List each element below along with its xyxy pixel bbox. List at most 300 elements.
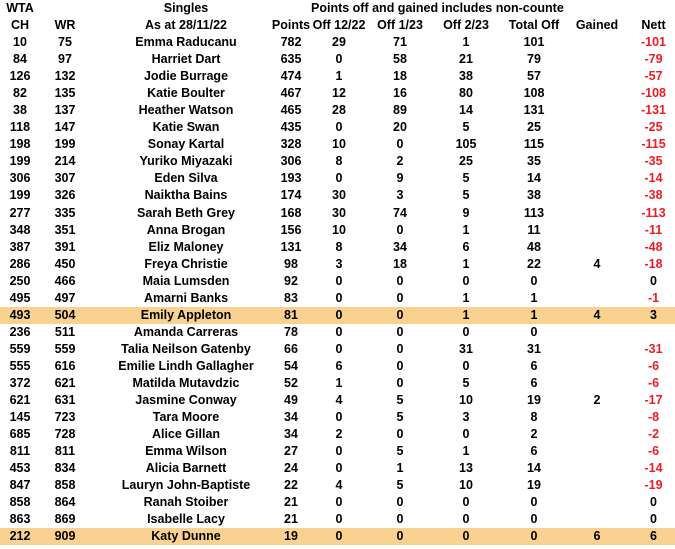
nett-cell: 3 <box>650 307 657 322</box>
off-1-23-cell: 34 <box>393 239 407 254</box>
wta-ch-cell: 306 <box>9 171 31 186</box>
off-1-23-cell: 0 <box>396 341 404 356</box>
points-cell: 92 <box>284 273 298 288</box>
player-name-cell: Jodie Burrage <box>143 69 229 84</box>
total-off-cell: 11 <box>527 222 541 237</box>
total-off-cell: 25 <box>527 120 541 135</box>
points-cell: 34 <box>284 427 298 442</box>
off-1-23-cell: 2 <box>396 154 404 169</box>
world-rank-cell: 909 <box>54 529 76 544</box>
off-12-22-cell: 0 <box>335 529 343 544</box>
total-off-cell: 1 <box>530 290 538 305</box>
player-name-cell: Katie Boulter <box>147 86 225 101</box>
points-cell: 49 <box>284 393 298 408</box>
header-banner: Points off and gained includes non-counte <box>311 1 564 15</box>
world-rank-cell: 723 <box>54 410 76 425</box>
wta-ch-cell: 495 <box>9 290 31 305</box>
table-row <box>0 34 675 51</box>
nett-cell: -6 <box>647 358 660 373</box>
nett-cell: -35 <box>644 154 663 169</box>
table-row <box>0 528 675 545</box>
table-row <box>0 222 675 239</box>
gained-cell <box>569 170 625 187</box>
gained-cell <box>569 324 625 341</box>
world-rank-cell: 335 <box>54 205 76 220</box>
wta-ch-cell: 348 <box>9 222 31 237</box>
table-row <box>0 358 675 375</box>
player-name-cell: Freya Christie <box>144 256 228 271</box>
total-off-cell: 19 <box>527 393 541 408</box>
off-12-22-cell: 0 <box>335 273 343 288</box>
off-1-23-cell: 0 <box>396 273 404 288</box>
nett-cell: 0 <box>650 495 657 510</box>
wta-ch-cell: 387 <box>9 239 31 254</box>
off-1-23-cell: 0 <box>396 307 404 322</box>
points-cell: 21 <box>284 512 298 527</box>
gained-cell <box>569 443 625 460</box>
off-1-23-cell: 0 <box>396 529 404 544</box>
world-rank-cell: 450 <box>54 256 76 271</box>
total-off-cell: 79 <box>527 52 541 67</box>
off-1-23-cell: 0 <box>396 358 404 373</box>
wta-ch-cell: 212 <box>9 529 31 544</box>
gained-cell <box>569 426 625 443</box>
gained-cell <box>569 341 625 358</box>
table-row <box>0 307 675 324</box>
header-nett: Nett <box>641 18 666 32</box>
player-name-cell: Anna Brogan <box>146 222 226 237</box>
off-2-23-cell: 0 <box>462 358 470 373</box>
nett-cell: -113 <box>641 205 666 220</box>
points-cell: 306 <box>280 154 302 169</box>
world-rank-cell: 511 <box>54 324 76 339</box>
points-cell: 52 <box>284 376 298 390</box>
wta-ch-cell: 10 <box>13 35 27 49</box>
world-rank-cell: 214 <box>54 154 76 169</box>
player-name-cell: Harriet Dart <box>151 52 221 67</box>
world-rank-cell: 147 <box>54 120 76 135</box>
off-12-22-cell: 10 <box>332 137 346 152</box>
player-name-cell: Ranah Stoiber <box>143 495 229 510</box>
nett-cell: -115 <box>641 137 666 152</box>
total-off-cell: 0 <box>530 495 538 510</box>
gained-cell <box>569 222 625 239</box>
nett-cell: -2 <box>647 427 660 442</box>
player-name-cell: Katy Dunne <box>151 529 221 544</box>
nett-cell: -18 <box>644 256 663 271</box>
points-cell: 19 <box>284 529 298 544</box>
off-1-23-cell: 0 <box>396 376 404 390</box>
world-rank-cell: 559 <box>54 341 76 356</box>
player-name-cell: Katie Swan <box>152 120 220 135</box>
gained-cell <box>569 239 625 256</box>
off-12-22-cell: 4 <box>335 393 343 408</box>
off-1-23-cell: 5 <box>396 410 404 425</box>
total-off-cell: 22 <box>527 256 541 271</box>
points-cell: 22 <box>284 478 298 493</box>
total-off-cell: 115 <box>523 137 545 152</box>
off-1-23-cell: 71 <box>393 35 407 49</box>
off-2-23-cell: 0 <box>462 495 470 510</box>
off-12-22-cell: 0 <box>335 290 343 305</box>
header-row-2 <box>0 17 675 34</box>
total-off-cell: 1 <box>530 307 538 322</box>
off-2-23-cell: 38 <box>459 69 473 84</box>
world-rank-cell: 631 <box>54 393 76 408</box>
wta-ch-cell: 811 <box>9 444 31 459</box>
wta-ch-cell: 84 <box>13 52 27 67</box>
total-off-cell: 35 <box>527 154 541 169</box>
off-12-22-cell: 0 <box>335 307 343 322</box>
header-off-12-22: Off 12/22 <box>312 18 366 32</box>
player-name-cell: Naiktha Bains <box>144 188 228 203</box>
points-cell: 54 <box>284 358 298 373</box>
off-12-22-cell: 30 <box>332 188 346 203</box>
points-cell: 174 <box>280 188 302 203</box>
off-2-23-cell: 1 <box>462 256 470 271</box>
off-2-23-cell: 1 <box>462 307 470 322</box>
wta-ch-cell: 38 <box>13 103 27 118</box>
off-2-23-cell: 1 <box>462 290 470 305</box>
gained-cell <box>569 119 625 136</box>
off-12-22-cell: 8 <box>335 239 343 254</box>
off-12-22-cell: 1 <box>335 69 343 84</box>
points-cell: 66 <box>284 341 298 356</box>
player-name-cell: Emma Raducanu <box>135 35 237 49</box>
total-off-cell: 8 <box>530 410 538 425</box>
off-2-23-cell: 5 <box>462 376 470 390</box>
world-rank-cell: 307 <box>54 171 76 186</box>
nett-cell: -79 <box>644 52 663 67</box>
off-1-23-cell: 0 <box>396 427 404 442</box>
nett-cell: -6 <box>647 376 660 390</box>
total-off-cell: 113 <box>523 205 545 220</box>
nett-cell: -8 <box>647 410 660 425</box>
points-cell: 474 <box>280 69 302 84</box>
off-2-23-cell: 3 <box>462 410 470 425</box>
off-2-23-cell: 9 <box>462 205 470 220</box>
off-1-23-cell: 58 <box>393 52 407 67</box>
off-2-23-cell: 14 <box>459 103 473 118</box>
table-row <box>0 239 675 256</box>
player-name-cell: Emilie Lindh Gallagher <box>118 358 254 373</box>
points-cell: 34 <box>284 410 298 425</box>
off-1-23-cell: 1 <box>396 461 404 476</box>
table-row <box>0 68 675 85</box>
points-cell: 635 <box>280 52 302 67</box>
off-12-22-cell: 0 <box>335 444 343 459</box>
gained-cell <box>569 290 625 307</box>
off-12-22-cell: 29 <box>332 35 346 49</box>
total-off-cell: 101 <box>523 35 545 49</box>
gained-cell <box>569 409 625 426</box>
nett-cell: -108 <box>640 86 667 101</box>
total-off-cell: 0 <box>530 273 538 288</box>
header-points: Points <box>271 18 311 32</box>
off-1-23-cell: 20 <box>393 120 407 135</box>
off-2-23-cell: 105 <box>455 137 477 152</box>
player-name-cell: Emma Wilson <box>145 444 227 459</box>
world-rank-cell: 504 <box>54 307 76 322</box>
gained-cell: 4 <box>593 307 601 322</box>
total-off-cell: 131 <box>523 103 545 118</box>
points-cell: 156 <box>280 222 302 237</box>
nett-cell: -17 <box>644 393 663 408</box>
off-12-22-cell: 0 <box>335 171 343 186</box>
wta-ch-cell: 372 <box>9 376 31 390</box>
off-2-23-cell: 6 <box>462 239 470 254</box>
nett-cell: -14 <box>644 461 663 476</box>
gained-cell <box>569 153 625 170</box>
header-row-1 <box>0 0 675 17</box>
off-1-23-cell: 18 <box>393 256 407 271</box>
nett-cell: 0 <box>650 273 657 288</box>
nett-cell: -131 <box>640 103 667 118</box>
off-2-23-cell: 10 <box>459 393 473 408</box>
nett-cell: -101 <box>640 35 667 49</box>
player-name-cell: Alicia Barnett <box>145 461 227 476</box>
gained-cell: 2 <box>593 393 601 408</box>
world-rank-cell: 391 <box>54 239 76 254</box>
player-name-cell: Maia Lumsden <box>142 273 230 288</box>
off-12-22-cell: 30 <box>332 205 346 220</box>
off-12-22-cell: 1 <box>335 376 343 390</box>
gained-cell <box>569 477 625 494</box>
gained-cell <box>569 85 625 102</box>
gained-cell <box>569 358 625 375</box>
table-row <box>0 426 675 443</box>
table-row <box>0 443 675 460</box>
off-2-23-cell: 0 <box>462 427 470 442</box>
total-off-cell: 14 <box>527 171 541 186</box>
nett-cell: -14 <box>644 171 663 186</box>
gained-cell <box>569 494 625 511</box>
world-rank-cell: 199 <box>54 137 76 152</box>
header-singles: Singles <box>163 1 209 15</box>
nett-cell: -6 <box>647 444 660 459</box>
points-cell: 328 <box>280 137 302 152</box>
total-off-cell: 6 <box>530 444 538 459</box>
table-row <box>0 187 675 204</box>
table-row <box>0 102 675 119</box>
off-12-22-cell: 28 <box>332 103 346 118</box>
total-off-cell: 48 <box>527 239 541 254</box>
points-cell: 81 <box>284 307 298 322</box>
points-cell: 467 <box>280 86 302 101</box>
off-2-23-cell: 31 <box>459 341 473 356</box>
table-row <box>0 119 675 136</box>
table-row <box>0 290 675 307</box>
total-off-cell: 57 <box>527 69 541 84</box>
off-2-23-cell: 0 <box>462 324 470 339</box>
total-off-cell: 6 <box>530 358 538 373</box>
points-cell: 98 <box>284 256 298 271</box>
nett-cell: -11 <box>644 222 663 237</box>
table-row <box>0 205 675 222</box>
off-1-23-cell: 9 <box>396 171 404 186</box>
gained-cell <box>569 136 625 153</box>
wta-ch-cell: 555 <box>9 358 31 373</box>
gained-cell <box>569 187 625 204</box>
total-off-cell: 2 <box>530 427 538 442</box>
off-1-23-cell: 0 <box>396 495 404 510</box>
world-rank-cell: 326 <box>54 188 76 203</box>
header-wr: WR <box>54 18 76 32</box>
player-name-cell: Sarah Beth Grey <box>137 205 235 220</box>
world-rank-cell: 132 <box>54 69 76 84</box>
player-name-cell: Yuriko Miyazaki <box>139 154 233 169</box>
wta-ch-cell: 250 <box>9 273 31 288</box>
player-name-cell: Isabelle Lacy <box>147 512 225 527</box>
total-off-cell: 19 <box>527 478 541 493</box>
wta-ch-cell: 847 <box>9 478 31 493</box>
off-12-22-cell: 0 <box>335 120 343 135</box>
world-rank-cell: 621 <box>54 376 76 390</box>
off-12-22-cell: 0 <box>335 341 343 356</box>
points-cell: 21 <box>284 495 298 510</box>
player-name-cell: Jasmine Conway <box>135 393 237 408</box>
nett-cell: -57 <box>644 69 663 84</box>
wta-ch-cell: 118 <box>9 120 31 135</box>
header-wta: WTA <box>6 1 34 15</box>
points-cell: 465 <box>280 103 302 118</box>
off-1-23-cell: 16 <box>393 86 407 101</box>
table-row <box>0 375 675 392</box>
header-ch: CH <box>10 18 30 32</box>
gained-cell <box>569 34 625 51</box>
total-off-cell: 0 <box>530 529 538 544</box>
off-1-23-cell: 0 <box>396 222 404 237</box>
total-off-cell: 31 <box>527 341 541 356</box>
gained-cell: 6 <box>593 529 601 544</box>
off-1-23-cell: 0 <box>396 512 404 527</box>
off-1-23-cell: 18 <box>393 69 407 84</box>
world-rank-cell: 466 <box>54 273 76 288</box>
total-off-cell: 0 <box>530 324 538 339</box>
world-rank-cell: 811 <box>54 444 76 459</box>
wta-ch-cell: 621 <box>9 393 31 408</box>
total-off-cell: 6 <box>530 376 538 390</box>
gained-cell <box>569 511 625 528</box>
off-12-22-cell: 0 <box>335 495 343 510</box>
off-12-22-cell: 0 <box>335 410 343 425</box>
off-1-23-cell: 0 <box>396 290 404 305</box>
off-1-23-cell: 89 <box>393 103 407 118</box>
world-rank-cell: 834 <box>54 461 76 476</box>
off-1-23-cell: 5 <box>396 393 404 408</box>
table-row <box>0 477 675 494</box>
player-name-cell: Emily Appleton <box>140 307 232 322</box>
gained-cell <box>569 102 625 119</box>
off-12-22-cell: 0 <box>335 461 343 476</box>
off-12-22-cell: 10 <box>332 222 346 237</box>
world-rank-cell: 858 <box>54 478 76 493</box>
table-row <box>0 392 675 409</box>
player-name-cell: Amarni Banks <box>143 290 229 305</box>
off-2-23-cell: 1 <box>462 35 470 49</box>
off-1-23-cell: 5 <box>396 444 404 459</box>
header-gained: Gained <box>575 18 619 32</box>
world-rank-cell: 616 <box>54 358 76 373</box>
table-row <box>0 460 675 477</box>
header-off-1-23: Off 1/23 <box>377 18 423 32</box>
total-off-cell: 38 <box>527 188 541 203</box>
player-name-cell: Amanda Carreras <box>133 324 239 339</box>
table-row <box>0 341 675 358</box>
points-cell: 193 <box>280 171 302 186</box>
wta-ch-cell: 493 <box>9 307 31 322</box>
nett-cell: 0 <box>650 512 657 527</box>
table-row <box>0 153 675 170</box>
off-12-22-cell: 0 <box>335 324 343 339</box>
wta-ch-cell: 236 <box>9 324 31 339</box>
wta-ch-cell: 145 <box>9 410 31 425</box>
off-2-23-cell: 0 <box>462 512 470 527</box>
points-cell: 27 <box>284 444 298 459</box>
wta-ch-cell: 277 <box>9 205 31 220</box>
off-1-23-cell: 5 <box>396 478 404 493</box>
total-off-cell: 0 <box>530 512 538 527</box>
world-rank-cell: 75 <box>58 35 72 49</box>
gained-cell <box>569 375 625 392</box>
wta-ch-cell: 199 <box>9 154 31 169</box>
nett-cell: 6 <box>650 529 657 544</box>
world-rank-cell: 351 <box>54 222 76 237</box>
off-1-23-cell: 0 <box>396 324 404 339</box>
player-name-cell: Matilda Mutavdzic <box>132 376 240 390</box>
table-row <box>0 170 675 187</box>
world-rank-cell: 97 <box>58 52 72 67</box>
wta-ch-cell: 858 <box>9 495 31 510</box>
points-cell: 83 <box>284 290 298 305</box>
world-rank-cell: 137 <box>54 103 76 118</box>
nett-cell <box>632 324 675 341</box>
wta-ch-cell: 198 <box>9 137 31 152</box>
total-off-cell: 108 <box>523 86 545 101</box>
gained-cell: 4 <box>593 256 601 271</box>
wta-ch-cell: 199 <box>9 188 31 203</box>
table-row <box>0 85 675 102</box>
points-cell: 24 <box>284 461 298 476</box>
nett-cell: -1 <box>647 290 660 305</box>
off-1-23-cell: 74 <box>393 205 407 220</box>
nett-cell: -31 <box>644 341 663 356</box>
gained-cell <box>569 68 625 85</box>
off-1-23-cell: 0 <box>396 137 404 152</box>
points-cell: 131 <box>280 239 302 254</box>
table-row <box>0 324 675 341</box>
points-cell: 78 <box>284 324 298 339</box>
header-off-2-23: Off 2/23 <box>443 18 489 32</box>
world-rank-cell: 869 <box>54 512 76 527</box>
off-2-23-cell: 5 <box>462 120 470 135</box>
points-cell: 435 <box>280 120 302 135</box>
nett-cell: -38 <box>644 188 663 203</box>
off-2-23-cell: 10 <box>459 478 473 493</box>
wta-ch-cell: 82 <box>13 86 27 101</box>
gained-cell <box>569 460 625 477</box>
off-2-23-cell: 13 <box>459 461 473 476</box>
gained-cell <box>569 51 625 68</box>
table-row <box>0 136 675 153</box>
player-name-cell: Talia Neilson Gatenby <box>121 341 251 356</box>
table-row <box>0 511 675 528</box>
world-rank-cell: 728 <box>54 427 76 442</box>
wta-ch-cell: 559 <box>9 341 31 356</box>
gained-cell <box>569 273 625 290</box>
off-2-23-cell: 21 <box>459 52 473 67</box>
player-name-cell: Alice Gillan <box>151 427 221 442</box>
